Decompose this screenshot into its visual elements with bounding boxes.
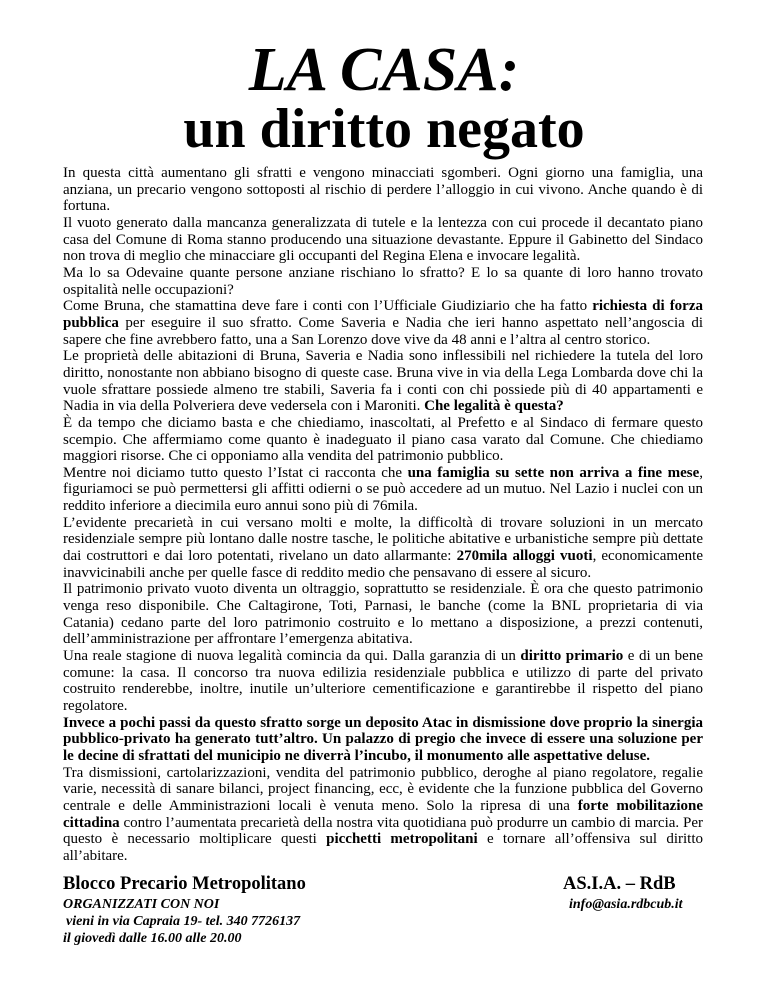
paragraph	[63, 515, 703, 582]
paragraph	[63, 298, 703, 348]
emphasis: Che legalità è questa?	[424, 398, 564, 415]
paragraph: Il patrimonio privato vuoto diventa un oltraggio, soprattutto se residenziale. È ora che questo patrimonio venga reso disponibile. Che Caltagirone, Toti, Parnasi, le banche (come la BNL proprietaria di via Catania) cedano parte del loro patrimonio costruito e lo mettano a disposizione, a prezzi contenuti, dell’amministrazione per affrontare l’emergenza abitativa.	[63, 581, 703, 648]
article-body	[63, 165, 703, 865]
paragraph: È da tempo che diciamo basta e che chiediamo, inascoltati, al Prefetto e al Sindaco di fermare questo scempio. Che affermiamo come quanto è inadeguato il piano casa varato dal Comune. Che chiediamo maggiori risorse. Che ci opponiamo alla vendita del patrimonio pubblico.	[63, 414, 703, 465]
emphasis: Invece a pochi passi da questo sfratto sorge un deposito Atac in dismissione dove proprio la sinergia pubblico-privato ha generato tutt’altro. Un palazzo di pregio che invece di essere una soluzione per le decine di sfrattati del municipio ne diverrà l’incubo, il monumento alle aspettative deluse.	[63, 714, 703, 764]
page-title: LA CASA:	[248, 36, 520, 104]
text-span: , economicamente inavvicinabili anche per quelle fasce di reddito medio che pensavano di essere al sicuro.	[63, 548, 704, 581]
paragraph: In questa città aumentano gli sfratti e vengono minacciati sgomberi. Ogni giorno una famiglia, una anziana, un precario vengono sottoposti al rischio di perdere l’alloggio in cui vivono. Anche quando è di fortuna.	[63, 165, 703, 215]
text-span: per eseguire il suo sfratto. Come Saveria e Nadia che ieri hanno aspettato nell’angoscia di sapere che fine avrebbero fatto, una a San Lorenzo dove vive da 48 anni e l’altra al centro storico.	[63, 314, 703, 348]
emphasis: picchetti metropolitani	[326, 831, 478, 848]
footer-cta: ORGANIZZATI CON NOI	[63, 897, 220, 912]
text-span: , figuriamoci se può permettersi gli affitti odierni o se può accedere ad un mutuo. Nel Lazio i nuclei con un reddito inferiore a diecimila euro annui sono più di 76mila.	[63, 464, 703, 515]
text-span: e tornare all’offensiva sul diritto all’abitare.	[63, 831, 704, 864]
text-span: Una reale stagione di nuova legalità comincia da qui. Dalla garanzia di un	[63, 648, 521, 665]
paragraph	[63, 648, 703, 715]
text-span: contro l’aumentata precarietà della nostra vita quotidiana può produrre un cambio di marcia. Per questo è necessario moltiplicare questi	[63, 814, 703, 848]
text-span: Come Bruna, che stamattina deve fare i conti con l’Ufficiale Giudiziario che ha fatto	[63, 298, 593, 315]
text-span: Mentre noi diciamo tutto questo l’Istat ci racconta che	[63, 464, 408, 481]
paragraph	[63, 348, 703, 415]
emphasis: forte mobilitazione cittadina	[63, 797, 703, 831]
paragraph: Il vuoto generato dalla mancanza generalizzata di tutele e la lentezza con cui procede il decantato piano casa del Comune di Roma stanno producendo una situazione devastante. Eppure il Gabinetto del Sindaco non trova di meglio che minacciare gli occupanti del Regina Elena e invocare legalità.	[63, 214, 703, 265]
emphasis: una famiglia su sette non arriva a fine mese	[407, 464, 700, 481]
paragraph	[63, 765, 703, 865]
text-span: L’evidente precarietà in cui versano molti e molte, la difficoltà di trovare soluzioni in un mercato residenziale sempre più lontano dalle nostre tasche, le politiche abitative e urbanistiche sempre più dettate dai costruttori e dai loro potentati, rivelano un dato allarmante:	[63, 514, 703, 565]
footer-hours: il giovedì dalle 16.00 alle 20.00	[63, 931, 242, 946]
emphasis: richiesta di forza pubblica	[63, 298, 704, 331]
footer-address: vieni in via Capraia 19- tel. 340 7726137	[66, 914, 301, 929]
paragraph-bold	[63, 715, 703, 765]
page-subtitle: un diritto negato	[183, 98, 585, 160]
paragraph	[63, 465, 703, 515]
footer-org-left: Blocco Precario Metropolitano	[63, 874, 306, 894]
emphasis: 270mila alloggi vuoti	[456, 548, 593, 565]
text-span: Le proprietà delle abitazioni di Bruna, Saveria e Nadia sono inflessibili nel richiedere la tutela del loro diritto, nonostante non abbiano bisogno di queste case. Bruna vive in via della Lega Lombarda dove chi la vuole sfrattare possiede almeno tre stabili, Saveria fa i conti con chi possiede più di 40 appartamenti e Nadia in via della Polveriera deve vedersela con i Maroniti.	[63, 348, 703, 415]
text-span: Tra dismissioni, cartolarizzazioni, vendita del patrimonio pubblico, deroghe al piano regolatore, regalie varie, necessità di sanare bilanci, project financing, ecc, è evidente che la funzione pubblica del Governo centrale e delle Amministrazioni locali è venuta meno. Solo la ripresa di una	[63, 764, 703, 814]
paragraph: Ma lo sa Odevaine quante persone anziane rischiano lo sfratto? E lo sa quante di loro hanno trovato ospitalità nelle occupazioni?	[63, 264, 703, 298]
text-span: e di un bene comune: la casa. Il concorso tra nuova edilizia residenziale pubblica e utilizzo di parte del privato costruito renderebbe, inoltre, inutile un’ulteriore cementificazione e garantirebbe il rispetto del piano regolatore.	[63, 648, 703, 714]
footer-email: info@asia.rdbcub.it	[569, 897, 683, 912]
emphasis: diritto primario	[520, 648, 624, 665]
footer-org-right: AS.I.A. – RdB	[563, 874, 676, 894]
